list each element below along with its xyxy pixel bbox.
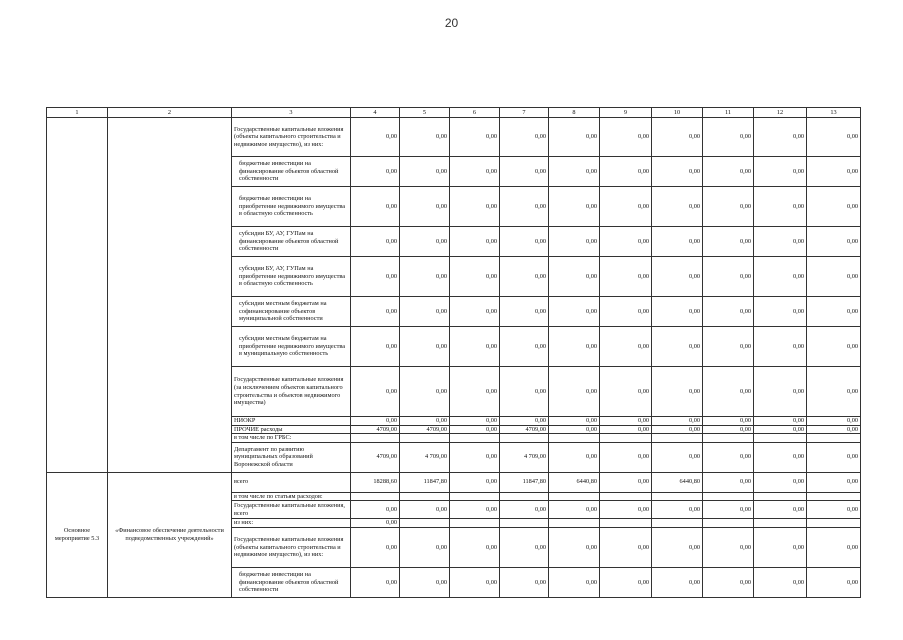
- value-cell: 0,00: [807, 327, 861, 367]
- value-cell: 0,00: [450, 417, 500, 426]
- value-cell: 0,00: [600, 327, 652, 367]
- value-cell: 0,00: [600, 472, 652, 492]
- value-cell: 0,00: [549, 157, 600, 187]
- value-cell: 0,00: [600, 527, 652, 567]
- value-cell: 0,00: [450, 425, 500, 434]
- value-cell: 0,00: [400, 227, 450, 257]
- value-cell: [351, 434, 400, 443]
- value-cell: 0,00: [754, 417, 807, 426]
- value-cell: 0,00: [600, 367, 652, 417]
- value-cell: 0,00: [400, 567, 450, 597]
- value-cell: 0,00: [652, 501, 703, 519]
- value-cell: 0,00: [351, 367, 400, 417]
- value-cell: 0,00: [754, 297, 807, 327]
- value-cell: [754, 492, 807, 501]
- value-cell: 4709,00: [351, 425, 400, 434]
- value-cell: [500, 492, 549, 501]
- value-cell: 0,00: [400, 367, 450, 417]
- value-cell: 0,00: [754, 472, 807, 492]
- value-cell: 4709,00: [351, 442, 400, 472]
- value-cell: [600, 492, 652, 501]
- value-cell: 0,00: [500, 501, 549, 519]
- value-cell: 0,00: [807, 297, 861, 327]
- value-cell: 0,00: [600, 227, 652, 257]
- value-cell: 0,00: [807, 501, 861, 519]
- value-cell: 0,00: [500, 187, 549, 227]
- value-cell: 0,00: [500, 118, 549, 157]
- value-cell: [400, 519, 450, 528]
- value-cell: 0,00: [652, 527, 703, 567]
- value-cell: 0,00: [652, 442, 703, 472]
- value-cell: 0,00: [652, 417, 703, 426]
- value-cell: 0,00: [450, 472, 500, 492]
- value-cell: 6440,80: [549, 472, 600, 492]
- value-cell: 0,00: [754, 118, 807, 157]
- column-header-10: 10: [652, 108, 703, 118]
- value-cell: [351, 492, 400, 501]
- value-cell: 0,00: [754, 527, 807, 567]
- value-cell: 0,00: [703, 297, 754, 327]
- value-cell: 0,00: [450, 442, 500, 472]
- row-label: бюджетные инвестиции на финансирование объектов областной собственности: [232, 157, 351, 187]
- value-cell: 0,00: [703, 327, 754, 367]
- value-cell: 18288,60: [351, 472, 400, 492]
- value-cell: [450, 492, 500, 501]
- value-cell: 4 709,00: [400, 442, 450, 472]
- table-row: [47, 472, 861, 492]
- row-label: субсидии местным бюджетам на софинансирование объектов муниципальной собственности: [232, 297, 351, 327]
- value-cell: 0,00: [807, 472, 861, 492]
- row-label: НИОКР: [232, 417, 351, 426]
- value-cell: 0,00: [549, 227, 600, 257]
- table-body: [47, 108, 861, 598]
- value-cell: [600, 434, 652, 443]
- value-cell: 0,00: [351, 327, 400, 367]
- value-cell: 0,00: [703, 527, 754, 567]
- value-cell: 0,00: [807, 527, 861, 567]
- value-cell: 0,00: [500, 157, 549, 187]
- row-label: в том числе по ГРБС:: [232, 434, 351, 443]
- value-cell: 0,00: [807, 442, 861, 472]
- value-cell: 0,00: [450, 501, 500, 519]
- value-cell: 0,00: [652, 227, 703, 257]
- row-label: из них:: [232, 519, 351, 528]
- value-cell: 0,00: [400, 417, 450, 426]
- value-cell: 0,00: [600, 297, 652, 327]
- measure-code: Основное мероприятие 5.3: [47, 472, 108, 597]
- value-cell: 0,00: [400, 257, 450, 297]
- measure-title: «Финансовое обеспечение деятельности подведомственных учреждений»: [108, 472, 232, 597]
- value-cell: 0,00: [351, 527, 400, 567]
- value-cell: 0,00: [754, 187, 807, 227]
- value-cell: 0,00: [703, 157, 754, 187]
- value-cell: 0,00: [500, 527, 549, 567]
- value-cell: 0,00: [500, 417, 549, 426]
- value-cell: [754, 519, 807, 528]
- value-cell: [703, 434, 754, 443]
- page-number: 20: [444, 16, 459, 30]
- value-cell: 0,00: [400, 157, 450, 187]
- value-cell: 0,00: [600, 442, 652, 472]
- value-cell: 0,00: [400, 501, 450, 519]
- value-cell: [652, 519, 703, 528]
- value-cell: 0,00: [450, 157, 500, 187]
- value-cell: 4709,00: [400, 425, 450, 434]
- value-cell: 0,00: [450, 227, 500, 257]
- value-cell: [807, 519, 861, 528]
- row-label: Государственные капитальные вложения (за исключением объектов капитального строительства и объектов недвижимого имущества): [232, 367, 351, 417]
- row-label: бюджетные инвестиции на приобретение недвижимого имущества в областную собственность: [232, 187, 351, 227]
- value-cell: 0,00: [500, 327, 549, 367]
- value-cell: 11847,80: [400, 472, 450, 492]
- value-cell: 0,00: [549, 425, 600, 434]
- budget-table: [46, 107, 861, 598]
- value-cell: 0,00: [703, 367, 754, 417]
- value-cell: [703, 519, 754, 528]
- value-cell: 0,00: [450, 567, 500, 597]
- value-cell: [807, 492, 861, 501]
- value-cell: 0,00: [450, 187, 500, 227]
- value-cell: [450, 434, 500, 443]
- row-label: субсидии БУ, АУ, ГУПам на приобретение недвижимого имущества в областную собственность: [232, 257, 351, 297]
- value-cell: 0,00: [500, 567, 549, 597]
- value-cell: 0,00: [807, 257, 861, 297]
- row-label: Государственные капитальные вложения (объекты капитального строительства и недвижимое имущество), из них:: [232, 527, 351, 567]
- column-header-1: 1: [47, 108, 108, 118]
- value-cell: 0,00: [351, 417, 400, 426]
- value-cell: 0,00: [600, 567, 652, 597]
- value-cell: 0,00: [807, 187, 861, 227]
- row-label: в том числе по статьям расходов:: [232, 492, 351, 501]
- value-cell: 0,00: [500, 367, 549, 417]
- value-cell: 0,00: [652, 157, 703, 187]
- value-cell: 0,00: [703, 472, 754, 492]
- value-cell: 0,00: [549, 527, 600, 567]
- value-cell: 0,00: [549, 501, 600, 519]
- value-cell: [549, 492, 600, 501]
- row-label: субсидии местным бюджетам на приобретение недвижимого имущества в муниципальную собственность: [232, 327, 351, 367]
- value-cell: 0,00: [807, 417, 861, 426]
- value-cell: 0,00: [600, 417, 652, 426]
- column-header-8: 8: [549, 108, 600, 118]
- value-cell: 0,00: [450, 367, 500, 417]
- value-cell: 0,00: [351, 118, 400, 157]
- value-cell: 0,00: [549, 567, 600, 597]
- value-cell: 0,00: [652, 257, 703, 297]
- value-cell: 0,00: [500, 257, 549, 297]
- row-label: ПРОЧИЕ расходы: [232, 425, 351, 434]
- value-cell: [400, 492, 450, 501]
- value-cell: 0,00: [703, 417, 754, 426]
- row-label: всего: [232, 472, 351, 492]
- row-label: субсидии БУ, АУ, ГУПам на финансирование объектов областной собственности: [232, 227, 351, 257]
- value-cell: 0,00: [703, 118, 754, 157]
- value-cell: 0,00: [703, 257, 754, 297]
- measure-code-cell: [47, 118, 108, 473]
- value-cell: 0,00: [351, 157, 400, 187]
- column-header-3: 3: [232, 108, 351, 118]
- value-cell: [652, 434, 703, 443]
- value-cell: 0,00: [807, 567, 861, 597]
- value-cell: 0,00: [807, 118, 861, 157]
- value-cell: 0,00: [351, 297, 400, 327]
- value-cell: 0,00: [703, 567, 754, 597]
- value-cell: 0,00: [652, 118, 703, 157]
- value-cell: 0,00: [351, 257, 400, 297]
- value-cell: 0,00: [754, 501, 807, 519]
- header-row: [47, 108, 861, 118]
- value-cell: 0,00: [807, 227, 861, 257]
- row-label: Государственные капитальные вложения, всего: [232, 501, 351, 519]
- value-cell: [549, 519, 600, 528]
- column-header-9: 9: [600, 108, 652, 118]
- value-cell: 0,00: [549, 367, 600, 417]
- value-cell: 0,00: [600, 257, 652, 297]
- value-cell: 0,00: [549, 442, 600, 472]
- value-cell: 0,00: [400, 527, 450, 567]
- row-label: Департамент по развитию муниципальных образований Воронежской области: [232, 442, 351, 472]
- value-cell: 0,00: [549, 118, 600, 157]
- value-cell: 0,00: [754, 257, 807, 297]
- value-cell: 0,00: [351, 227, 400, 257]
- table-row: [47, 118, 861, 157]
- value-cell: 0,00: [500, 227, 549, 257]
- value-cell: 0,00: [549, 417, 600, 426]
- value-cell: 4 709,00: [500, 442, 549, 472]
- value-cell: 0,00: [754, 367, 807, 417]
- value-cell: [450, 519, 500, 528]
- value-cell: 0,00: [807, 425, 861, 434]
- column-header-4: 4: [351, 108, 400, 118]
- value-cell: [600, 519, 652, 528]
- value-cell: [807, 434, 861, 443]
- value-cell: 0,00: [351, 567, 400, 597]
- value-cell: 0,00: [754, 567, 807, 597]
- value-cell: 0,00: [500, 297, 549, 327]
- row-label: Государственные капитальные вложения (объекты капитального строительства и недвижимое имущество), из них:: [232, 118, 351, 157]
- value-cell: 4709,00: [500, 425, 549, 434]
- value-cell: 0,00: [400, 327, 450, 367]
- value-cell: 0,00: [549, 327, 600, 367]
- value-cell: 0,00: [754, 157, 807, 187]
- value-cell: 0,00: [400, 297, 450, 327]
- value-cell: 0,00: [652, 327, 703, 367]
- value-cell: 0,00: [450, 297, 500, 327]
- value-cell: 0,00: [351, 519, 400, 528]
- row-label: бюджетные инвестиции на финансирование объектов областной собственности: [232, 567, 351, 597]
- column-header-7: 7: [500, 108, 549, 118]
- value-cell: 0,00: [549, 297, 600, 327]
- column-header-12: 12: [754, 108, 807, 118]
- value-cell: 0,00: [450, 527, 500, 567]
- value-cell: 0,00: [450, 118, 500, 157]
- value-cell: 0,00: [807, 367, 861, 417]
- value-cell: 0,00: [703, 227, 754, 257]
- value-cell: 0,00: [600, 425, 652, 434]
- column-header-5: 5: [400, 108, 450, 118]
- value-cell: 0,00: [703, 425, 754, 434]
- value-cell: 0,00: [652, 425, 703, 434]
- value-cell: 0,00: [652, 187, 703, 227]
- value-cell: 0,00: [807, 157, 861, 187]
- value-cell: 0,00: [600, 157, 652, 187]
- value-cell: 0,00: [652, 367, 703, 417]
- value-cell: 0,00: [549, 257, 600, 297]
- column-header-2: 2: [108, 108, 232, 118]
- value-cell: [754, 434, 807, 443]
- value-cell: 6440,80: [652, 472, 703, 492]
- value-cell: 0,00: [754, 227, 807, 257]
- value-cell: 0,00: [549, 187, 600, 227]
- value-cell: 0,00: [703, 442, 754, 472]
- value-cell: [500, 519, 549, 528]
- value-cell: 0,00: [600, 501, 652, 519]
- value-cell: 0,00: [754, 425, 807, 434]
- value-cell: 0,00: [450, 257, 500, 297]
- value-cell: 0,00: [400, 187, 450, 227]
- value-cell: [652, 492, 703, 501]
- value-cell: 0,00: [754, 442, 807, 472]
- value-cell: 0,00: [703, 187, 754, 227]
- column-header-13: 13: [807, 108, 861, 118]
- value-cell: 0,00: [600, 118, 652, 157]
- value-cell: 0,00: [652, 297, 703, 327]
- value-cell: 0,00: [351, 501, 400, 519]
- value-cell: [500, 434, 549, 443]
- value-cell: [549, 434, 600, 443]
- value-cell: 0,00: [351, 187, 400, 227]
- value-cell: 0,00: [754, 327, 807, 367]
- measure-title-cell: [108, 118, 232, 473]
- value-cell: 0,00: [450, 327, 500, 367]
- value-cell: [703, 492, 754, 501]
- value-cell: 0,00: [703, 501, 754, 519]
- value-cell: [400, 434, 450, 443]
- value-cell: 11847,80: [500, 472, 549, 492]
- column-header-6: 6: [450, 108, 500, 118]
- value-cell: 0,00: [652, 567, 703, 597]
- column-header-11: 11: [703, 108, 754, 118]
- value-cell: 0,00: [600, 187, 652, 227]
- value-cell: 0,00: [400, 118, 450, 157]
